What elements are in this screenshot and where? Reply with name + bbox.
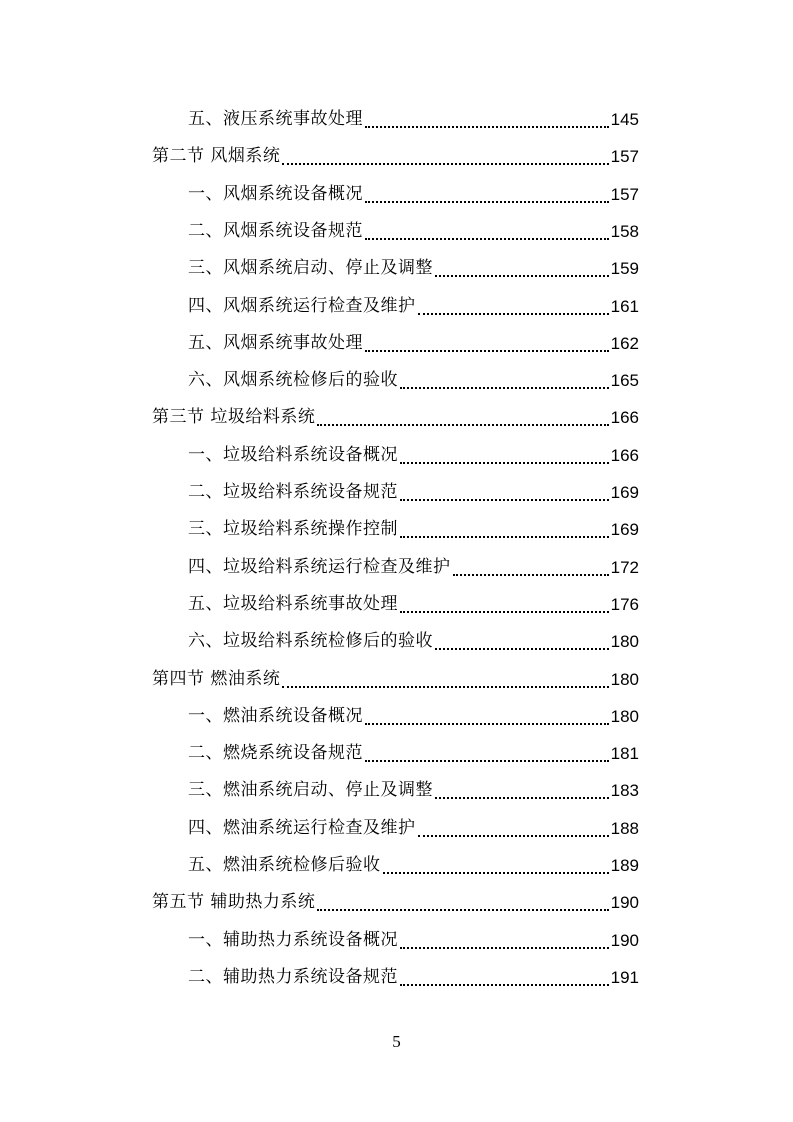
toc-entry[interactable] [188,474,639,511]
toc-leader-dots [400,511,609,548]
toc-entry[interactable] [188,213,639,250]
toc-entry[interactable] [188,586,639,623]
toc-leader-dots [365,213,609,250]
toc-entry[interactable] [152,884,639,921]
toc-leader-dots [400,362,609,399]
toc-entry-label: 五、风烟系统事故处理 [188,332,363,353]
toc-entry[interactable] [188,810,639,847]
toc-leader-dots [400,959,609,996]
toc-entry[interactable] [188,437,639,474]
toc-entry[interactable] [188,250,639,287]
toc-entry-page: 165 [610,371,639,391]
toc-entry-page: 180 [610,706,639,726]
toc-leader-dots [435,623,609,660]
toc-entry-page: 183 [610,781,639,801]
toc-entry-label: 四、风烟系统运行检查及维护 [188,295,416,316]
toc-entry-page: 158 [610,221,639,241]
toc-entry-page: 181 [610,744,639,764]
toc-leader-dots [365,101,609,138]
toc-entry[interactable] [188,772,639,809]
toc-entry[interactable] [188,623,639,660]
toc-entry-page: 176 [610,594,639,614]
toc-leader-dots [400,437,609,474]
toc-leader-dots [365,176,609,213]
toc-entry-label: 六、垃圾给料系统检修后的验收 [188,631,433,652]
toc-entry[interactable] [188,362,639,399]
toc-entry-page: 180 [610,669,639,689]
toc-entry-label: 二、垃圾给料系统设备规范 [188,482,398,502]
toc-entry-label: 三、风烟系统启动、停止及调整 [188,258,433,279]
toc-entry-label: 三、垃圾给料系统操作控制 [188,519,398,540]
toc-entry-label: 第五节 辅助热力系统 [152,892,316,913]
toc-entry-page: 157 [610,184,639,204]
toc-entry-label: 三、燃油系统启动、停止及调整 [188,780,433,801]
toc-entry[interactable] [188,176,639,213]
toc-entry-page: 169 [610,483,639,502]
toc-leader-dots [435,250,609,287]
toc-entry[interactable] [188,288,639,325]
toc-entry[interactable] [188,698,639,735]
toc-leader-dots [317,399,608,436]
toc-entry-label: 第四节 燃油系统 [152,668,281,689]
toc-leader-dots [282,138,608,175]
toc-entry-label: 第三节 垃圾给料系统 [152,407,316,428]
toc-leader-dots [383,847,609,884]
toc-entry-label: 四、垃圾给料系统运行检查及维护 [188,556,451,577]
toc-leader-dots [317,884,608,921]
toc-entry[interactable] [188,735,639,772]
toc-entry-label: 五、燃油系统检修后验收 [188,855,381,875]
toc-leader-dots [365,698,609,735]
toc-entry-page: 172 [610,557,639,577]
toc-entry[interactable] [188,847,639,884]
toc-entry-page: 188 [610,818,639,838]
toc-entry-label: 第二节 风烟系统 [152,146,281,167]
toc-entry[interactable] [152,399,639,436]
toc-leader-dots [400,586,609,623]
toc-entry-page: 169 [610,520,639,540]
toc-entry-label: 一、垃圾给料系统设备概况 [188,444,398,465]
toc-leader-dots [282,661,608,698]
toc-entry-label: 五、液压系统事故处理 [188,109,363,129]
toc-entry-page: 166 [610,445,639,465]
toc-entry-page: 189 [610,856,639,875]
toc-entry-label: 五、垃圾给料系统事故处理 [188,593,398,614]
toc-leader-dots [435,772,609,809]
toc-entry-page: 157 [610,147,639,167]
toc-entry-page: 190 [610,893,639,913]
toc-leader-dots [418,810,609,847]
toc-entry[interactable] [152,138,639,175]
toc-entry[interactable] [152,661,639,698]
toc-leader-dots [365,735,609,772]
toc-leader-dots [453,549,609,586]
toc-entry-label: 二、辅助热力系统设备规范 [188,966,398,987]
toc-entry[interactable] [188,959,639,996]
toc-leader-dots [400,474,609,511]
toc-entry-page: 145 [610,110,639,129]
toc-entry-page: 180 [610,632,639,652]
toc-entry-label: 二、燃烧系统设备规范 [188,743,363,764]
toc-entry[interactable] [188,511,639,548]
toc-entry-page: 162 [610,333,639,353]
toc-leader-dots [418,288,609,325]
toc-entry-page: 161 [610,296,639,316]
toc-entry[interactable] [188,101,639,138]
toc-entry-page: 190 [610,930,639,950]
toc-entry-label: 一、辅助热力系统设备概况 [188,929,398,950]
toc-entry-page: 166 [610,408,639,428]
toc-entry[interactable] [188,549,639,586]
toc-entry-label: 六、风烟系统检修后的验收 [188,370,398,391]
toc-entry-page: 159 [610,259,639,279]
toc-leader-dots [400,922,609,959]
toc-entry-label: 二、风烟系统设备规范 [188,220,363,241]
toc-entry[interactable] [188,922,639,959]
toc-entry-label: 四、燃油系统运行检查及维护 [188,817,416,838]
toc-entry-page: 191 [610,967,639,987]
toc-entry-label: 一、风烟系统设备概况 [188,183,363,204]
toc-entry[interactable] [188,325,639,362]
page-number: 5 [392,1032,401,1051]
toc-leader-dots [365,325,609,362]
toc-entry-label: 一、燃油系统设备概况 [188,705,363,726]
